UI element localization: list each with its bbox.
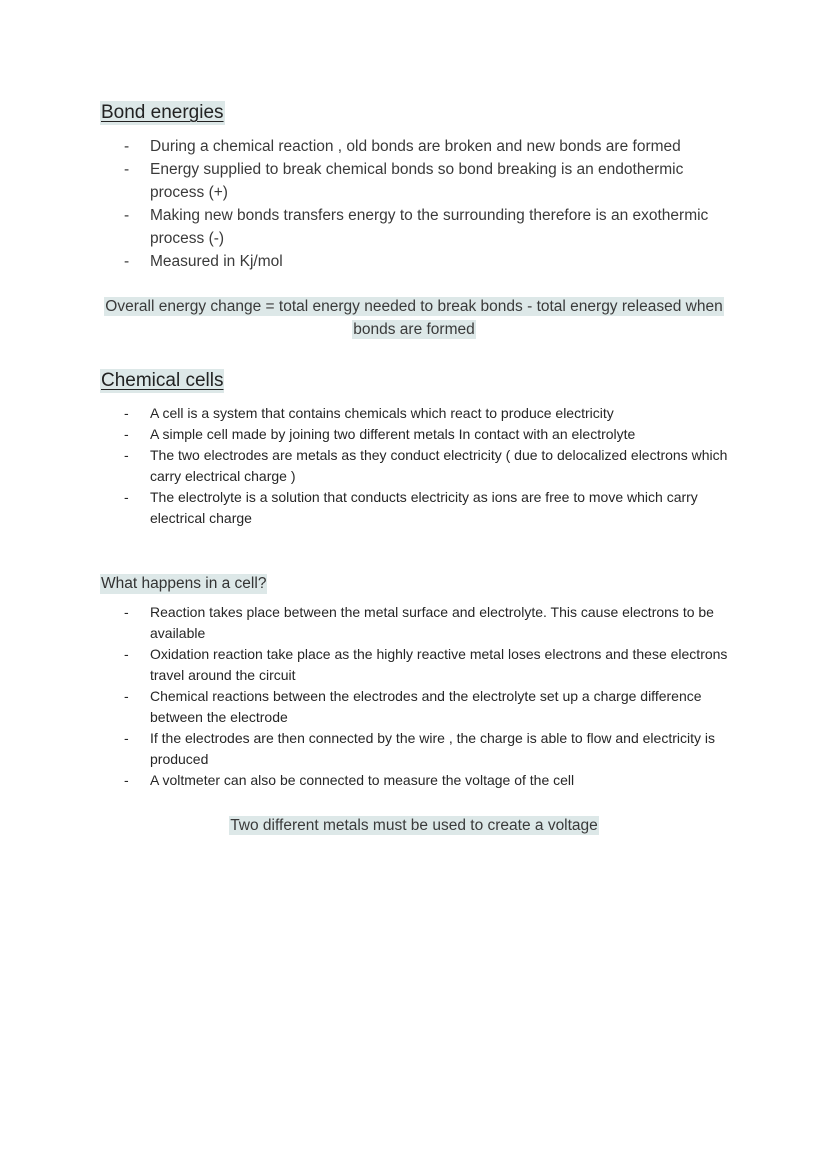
list-item	[124, 686, 734, 728]
section-title-bond-energies: Bond energies	[101, 102, 224, 123]
list-item	[124, 770, 734, 791]
bullet-dash: -	[124, 253, 130, 270]
bullet-dash: -	[124, 138, 130, 155]
list-item-text: Measured in Kj/mol	[150, 253, 283, 270]
bullet-dash: -	[124, 688, 129, 704]
list-item-text: Chemical reactions between the electrodes and the electrolyte set up a charge difference between the electrode	[150, 688, 702, 725]
list-item-text: The two electrodes are metals as they conduct electricity ( due to delocalized electrons which carry electrical charge )	[150, 447, 728, 484]
bullet-dash: -	[124, 426, 129, 442]
bullet-dash: -	[124, 730, 129, 746]
list-item	[124, 204, 734, 250]
list-item	[124, 424, 734, 445]
section-title-chemical-cells: Chemical cells	[101, 370, 224, 391]
bullet-dash: -	[124, 646, 129, 662]
highlighted-text: Overall energy change = total energy needed to break bonds - total energy released when bonds are formed	[105, 298, 723, 338]
list-item	[124, 487, 734, 529]
list-item-text: During a chemical reaction , old bonds are broken and new bonds are formed	[150, 138, 681, 155]
list-item-text: Making new bonds transfers energy to the surrounding therefore is an exothermic process (-)	[150, 207, 709, 247]
list-item	[124, 158, 734, 204]
list-item-text: Reaction takes place between the metal surface and electrolyte. This cause electrons to be available	[150, 604, 714, 641]
list-item-text: A simple cell made by joining two different metals In contact with an electrolyte	[150, 426, 636, 442]
bullet-dash: -	[124, 447, 129, 463]
list-item	[124, 644, 734, 686]
list-item	[124, 445, 734, 487]
list-item-text: Oxidation reaction take place as the highly reactive metal loses electrons and these electrons travel around the circuit	[150, 646, 728, 683]
list-item-text: If the electrodes are then connected by the wire , the charge is able to flow and electricity is produced	[150, 730, 715, 767]
list-item-text: A cell is a system that contains chemicals which react to produce electricity	[150, 405, 614, 421]
bullet-dash: -	[124, 405, 129, 421]
what-happens-list	[124, 602, 734, 791]
list-item	[124, 728, 734, 770]
bullet-dash: -	[124, 489, 129, 505]
bullet-dash: -	[124, 207, 130, 224]
list-item	[124, 602, 734, 644]
list-item-text: The electrolyte is a solution that conducts electricity as ions are free to move which carry electrical charge	[150, 489, 698, 526]
voltage-callout	[100, 814, 728, 837]
list-item	[124, 403, 734, 424]
section-title-what-happens: What happens in a cell?	[101, 575, 267, 592]
energy-change-callout	[100, 295, 728, 341]
bond-energies-list	[124, 135, 734, 273]
bullet-dash: -	[124, 772, 129, 788]
bullet-dash: -	[124, 161, 130, 178]
highlighted-text: Two different metals must be used to create a voltage	[230, 817, 598, 834]
list-item-text: A voltmeter can also be connected to measure the voltage of the cell	[150, 772, 575, 788]
list-item-text: Energy supplied to break chemical bonds so bond breaking is an endothermic process (+)	[150, 161, 684, 201]
list-item	[124, 250, 734, 273]
chemical-cells-list	[124, 403, 734, 529]
list-item	[124, 135, 734, 158]
bullet-dash: -	[124, 604, 129, 620]
